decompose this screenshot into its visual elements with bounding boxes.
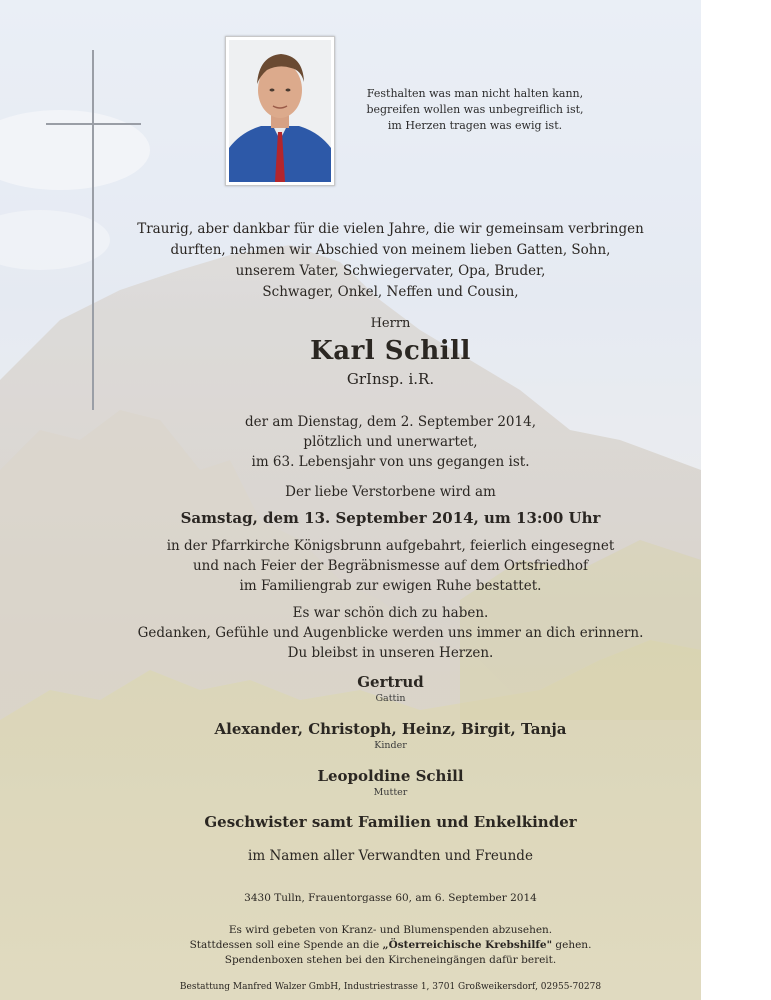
motto-line: im Herzen tragen was ewig ist. xyxy=(387,119,563,132)
portrait-image xyxy=(229,40,331,182)
death-line: der am Dienstag, dem 2. September 2014, xyxy=(245,414,536,430)
death-line: plötzlich und unerwartet, xyxy=(303,434,478,450)
mourner-role-spouse: Gattin xyxy=(375,693,406,704)
mourner-role-mother: Mutter xyxy=(373,787,408,798)
intro-line: unserem Vater, Schwiegervater, Opa, Bruder, xyxy=(235,263,546,279)
donation-line: Spendenboxen stehen bei den Kircheneingängen dafür bereit. xyxy=(224,954,557,966)
deceased-title: GrInsp. i.R. xyxy=(346,370,435,388)
donation-text: Stattdessen soll eine Spende an die xyxy=(189,939,383,951)
deceased-name: Karl Schill xyxy=(310,336,471,366)
donation-line: Es wird gebeten von Kranz- und Blumenspenden abzusehen. xyxy=(228,924,553,936)
motto-line: Festhalten was man nicht halten kann, xyxy=(366,87,584,100)
funeral-line: im Familiengrab zur ewigen Ruhe bestattet. xyxy=(239,578,542,594)
charity-name: „Österreichische Krebshilfe" xyxy=(382,939,553,951)
death-notice xyxy=(0,412,701,472)
donation-notice xyxy=(0,923,701,968)
cross-horizontal-bar xyxy=(46,123,141,125)
intro-line: durften, nehmen wir Abschied von meinem lieben Gatten, Sohn, xyxy=(170,242,611,258)
farewell-verse xyxy=(0,603,701,663)
funeral-date: Samstag, dem 13. September 2014, um 13:00 Uhr xyxy=(180,509,601,527)
donation-text: gehen. xyxy=(552,939,592,951)
undertaker-info: Bestattung Manfred Walzer GmbH, Industriestrasse 1, 3701 Großweikersdorf, 02955-70278 xyxy=(179,982,602,992)
farewell-line: Es war schön dich zu haben. xyxy=(292,605,489,621)
funeral-line: in der Pfarrkirche Königsbrunn aufgebahrt, feierlich eingesegnet xyxy=(166,538,615,554)
relatives-line: im Namen aller Verwandten und Freunde xyxy=(248,848,533,864)
mourner-name-spouse: Gertrud xyxy=(357,673,424,691)
funeral-details xyxy=(0,536,701,596)
motto-verse xyxy=(350,86,600,134)
place-and-date: 3430 Tulln, Frauentorgasse 60, am 6. September 2014 xyxy=(244,892,537,904)
farewell-line: Gedanken, Gefühle und Augenblicke werden uns immer an dich erinnern. xyxy=(137,625,644,641)
funeral-line: und nach Feier der Begräbnismesse auf dem Ortsfriedhof xyxy=(192,558,589,574)
funeral-announcement: Der liebe Verstorbene wird am xyxy=(285,484,496,500)
mourner-name-siblings: Geschwister samt Familien und Enkelkinder xyxy=(204,813,577,831)
donation-line xyxy=(0,938,701,953)
motto-line: begreifen wollen was unbegreiflich ist, xyxy=(366,103,584,116)
intro-line: Schwager, Onkel, Neffen und Cousin, xyxy=(262,284,519,300)
mourner-role-children: Kinder xyxy=(374,740,407,751)
death-line: im 63. Lebensjahr von uns gegangen ist. xyxy=(251,454,530,470)
intro-line: Traurig, aber dankbar für die vielen Jahre, die wir gemeinsam verbringen xyxy=(137,221,644,237)
intro-text xyxy=(0,219,701,303)
portrait-photo xyxy=(225,36,335,186)
farewell-line: Du bleibst in unseren Herzen. xyxy=(287,645,494,661)
mourner-name-mother: Leopoldine Schill xyxy=(317,767,464,785)
salutation: Herrn xyxy=(370,316,411,331)
mourner-name-children: Alexander, Christoph, Heinz, Birgit, Tanja xyxy=(214,720,567,738)
